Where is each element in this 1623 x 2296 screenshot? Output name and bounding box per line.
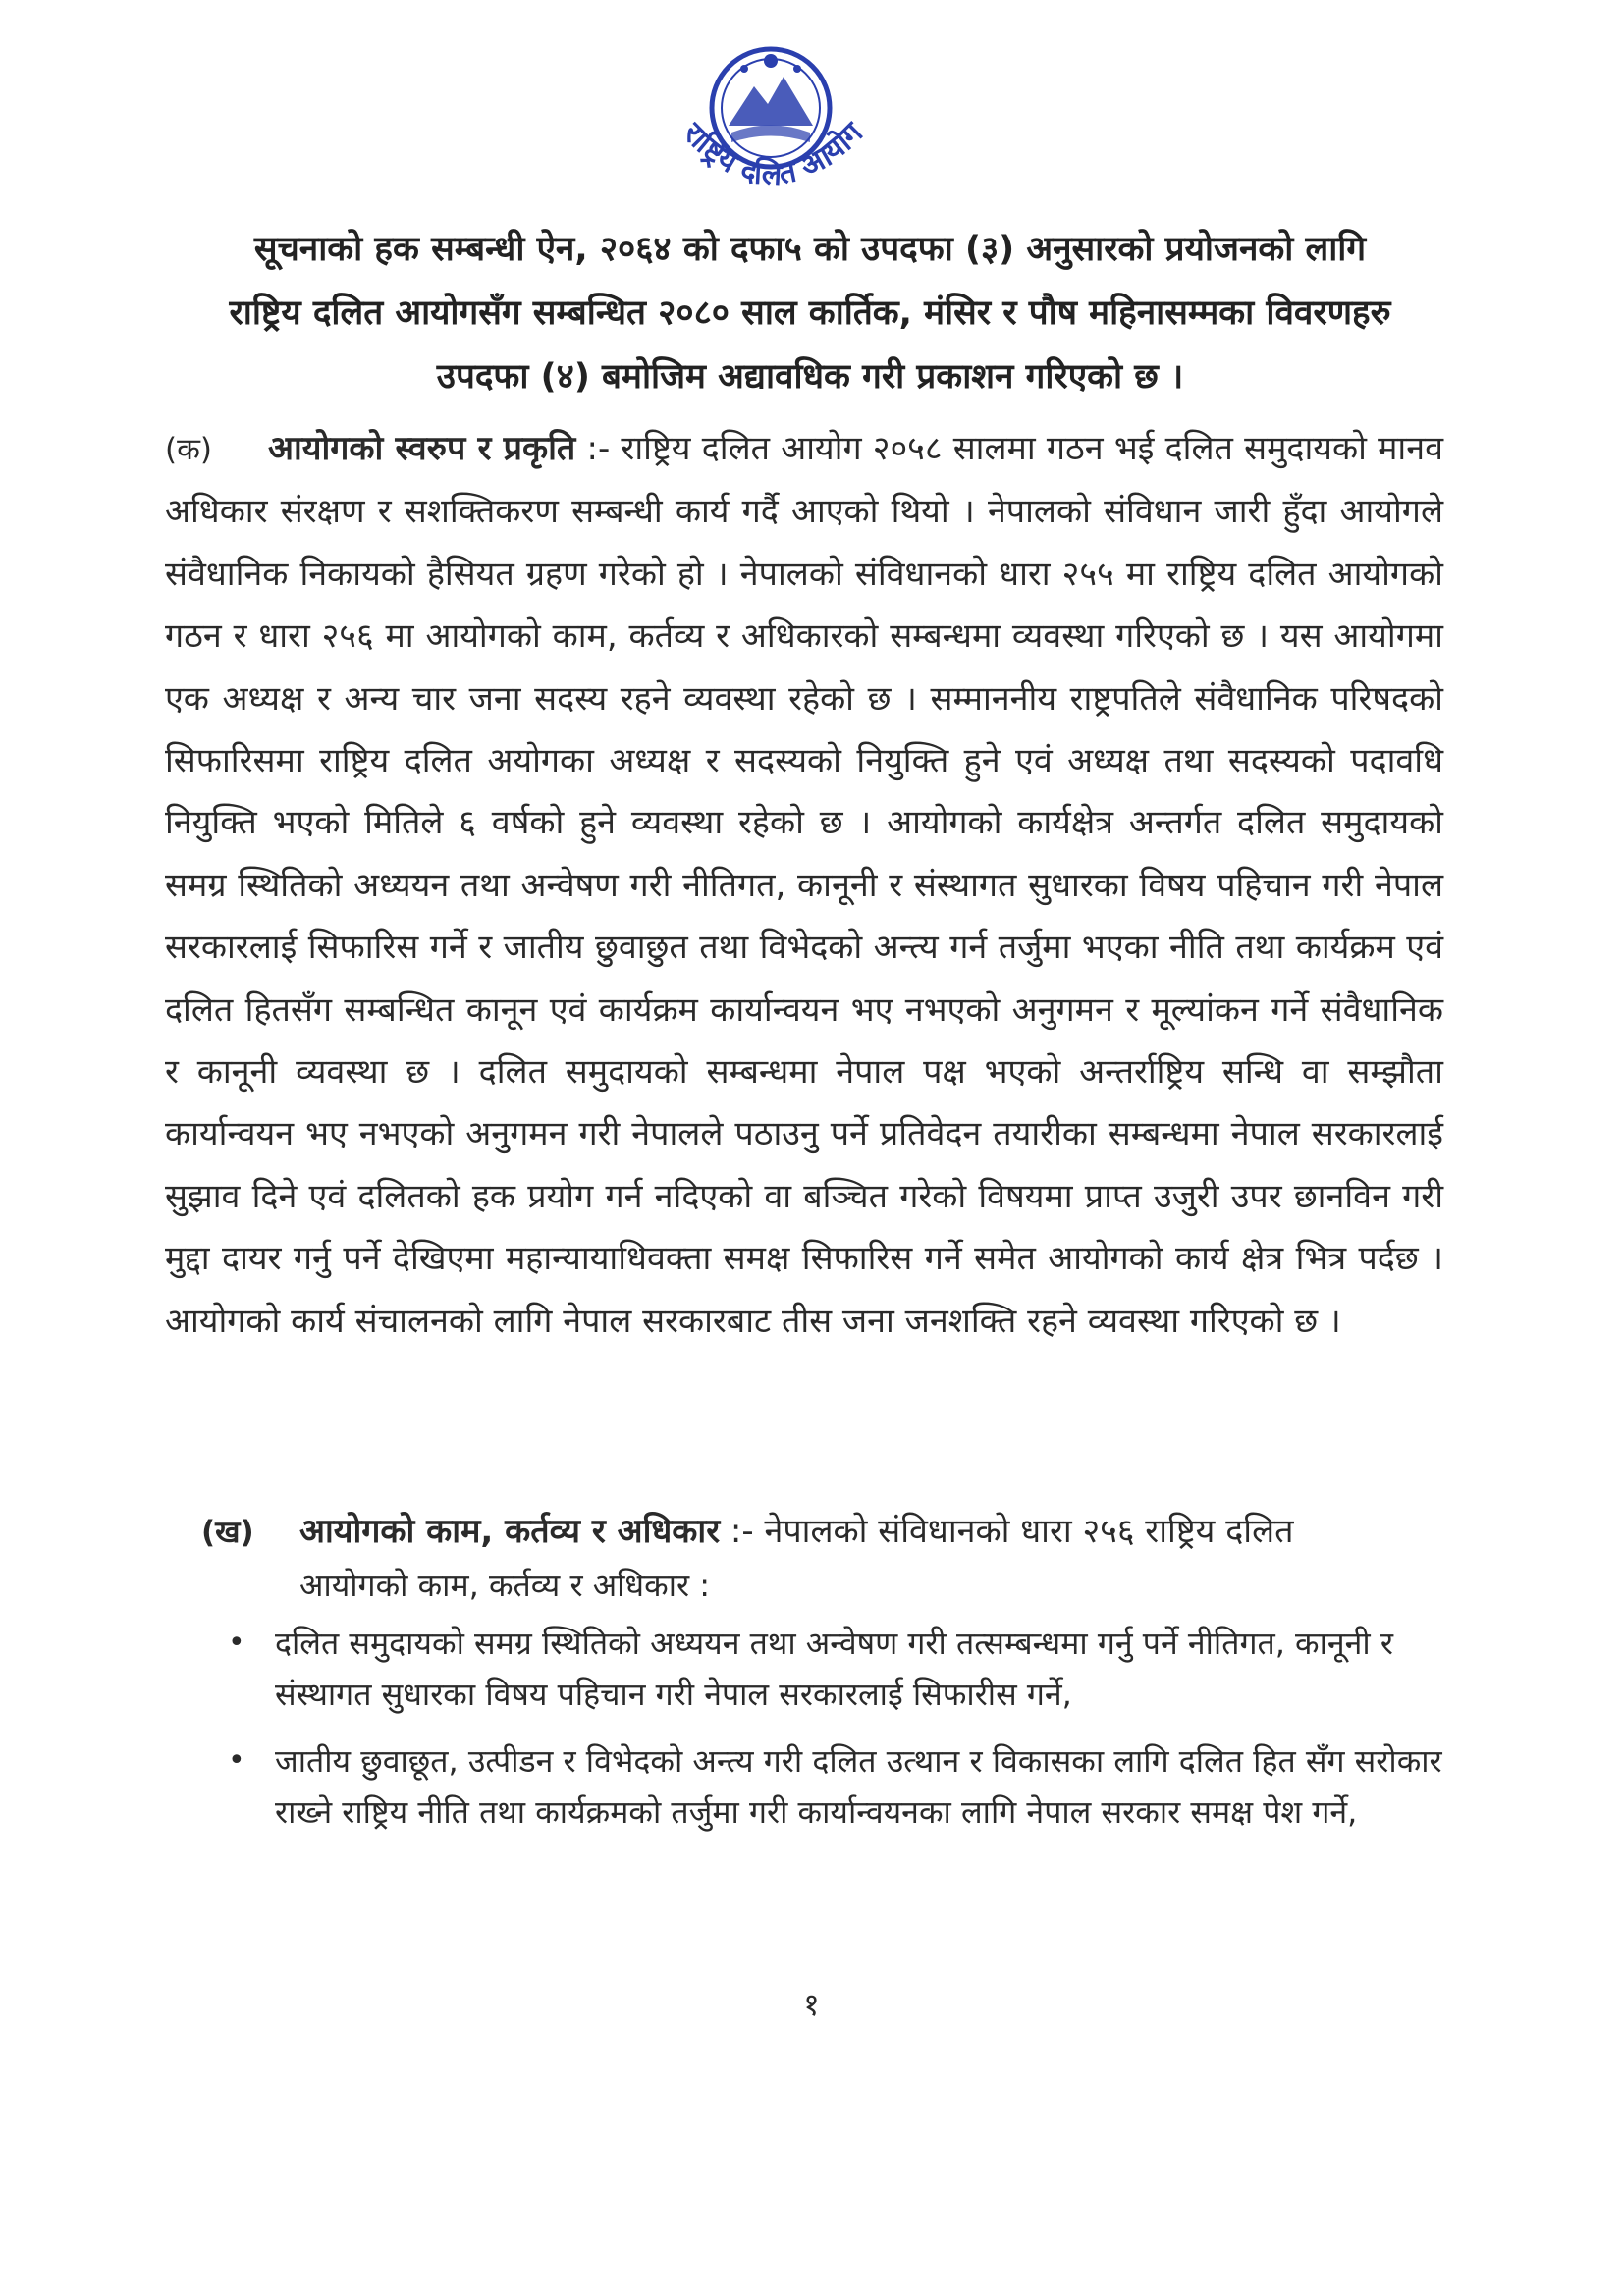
section-ka-text: :- राष्ट्रिय दलित आयोग २०५८ सालमा गठन भई दलित समुदायको मानव अधिकार संरक्षण र सशक्तिकरण सम्बन्धी कार्य गर्दै आएको थियो । नेपालको संविधान जारी हुँदा आयोगले संवैधानिक निकायको हैसियत ग्रहण गरेको हो । नेपालको संविधानको धारा २५५ मा राष्ट्रिय दलित आयोगको गठन र धारा २५६ मा आयोगको काम, कर्तव्य र अधिकारको सम्बन्धमा व्यवस्था गरिएको छ । यस आयोगमा एक अध्यक्ष र अन्य चार जना सदस्य रहने व्यवस्था रहेको छ । सम्माननीय राष्ट्रपतिले संवैधानिक परिषदको सिफारिसमा राष्ट्रिय दलित अयोगका अध्यक्ष र सदस्यको नियुक्ति हुने एवं अध्यक्ष तथा सदस्यको पदावधि नियुक्ति भएको मितिले ६ वर्षको हुने व्यवस्था रहेको छ । आयोगको कार्यक्षेत्र अन्तर्गत दलित समुदायको समग्र स्थितिको अध्ययन तथा अन्वेषण गरी नीतिगत, कानूनी र संस्थागत सुधारका विषय पहिचान गरी नेपाल सरकारलाई सिफारिस गर्ने र जातीय छुवाछुत तथा विभेदको अन्त्य गर्न तर्जुमा भएका नीति तथा कार्यक्रम एवं दलित हितसँग सम्बन्धित कानून एवं कार्यक्रम कार्यान्वयन भए नभएको अनुगमन र मूल्यांकन गर्ने संवैधानिक र कानूनी व्यवस्था छ । दलित समुदायको सम्बन्धमा नेपाल पक्ष भएको अन्तर्राष्ट्रिय सन्धि वा सम्झौता कार्यान्वयन भए नभएको अनुगमन गरी नेपालले पठाउनु पर्ने प्रतिवेदन तयारीका सम्बन्धमा नेपाल सरकारलाई सुझाव दिने एवं दलितको हक प्रयोग गर्न नदिएको वा बञ्चित गरेको विषयमा प्राप्त उजुरी उपर छानविन गरी मुद्दा दायर गर्नु पर्ने देखिएमा महान्यायाधिवक्ता समक्ष सिफारिस गर्ने समेत आयोगको कार्य क्षेत्र भित्र पर्दछ । आयोगको कार्य संचालनको लागि नेपाल सरकारबाट तीस जना जनशक्ति रहने व्यवस्था गरिएको छ । [165, 429, 1444, 1341]
section-kha-title: आयोगको काम, कर्तव्य र अधिकार [299, 1512, 721, 1551]
list-item [224, 1735, 1443, 1838]
seal-text: राष्ट्रिय दलित आयोग [676, 116, 870, 193]
bullet-text: जातीय छुवाछूत, उत्पीडन र विभेदको अन्त्य गरी दलित उत्थान र विकासका लागि दलित हित सँग सरोकार राख्ने राष्ट्रिय नीति तथा कार्यक्रमको तर्जुमा गरी कार्यान्वयनका लागि नेपाल सरकार समक्ष पेश गर्ने, [275, 1742, 1442, 1831]
commission-seal-logo [628, 39, 913, 236]
section-ka-paragraph [165, 418, 1443, 1353]
section-ka-marker: (क) [165, 432, 212, 467]
section-kha-text: :- नेपालको संविधानको धारा २५६ राष्ट्रिय दलित [730, 1512, 1294, 1551]
bullet-text: दलित समुदायको समग्र स्थितिको अध्ययन तथा अन्वेषण गरी तत्सम्बन्धमा गर्नु पर्ने नीतिगत, कानूनी र संस्थागत सुधारका विषय पहिचान गरी नेपाल सरकारलाई सिफारीस गर्ने, [275, 1625, 1393, 1713]
bullet-icon: • [228, 1743, 245, 1778]
heading-line-1: सूचनाको हक सम्बन्धी ऐन, २०६४ को दफा५ को उपदफा (३) अनुसारको प्रयोजनको लागि [253, 230, 1367, 269]
duties-bullet-list [224, 1618, 1443, 1853]
section-ka [165, 418, 1443, 1353]
section-kha-header [201, 1504, 1443, 1560]
list-item [224, 1618, 1443, 1720]
document-heading [177, 218, 1443, 409]
bullet-icon: • [228, 1626, 245, 1660]
section-kha [201, 1504, 1443, 1611]
section-kha-subline: आयोगको काम, कर्तव्य र अधिकार : [299, 1567, 711, 1604]
page-number: १ [803, 1986, 820, 2023]
heading-line-3: उपदफा (४) बमोजिम अद्यावधिक गरी प्रकाशन गरिएको छ । [436, 357, 1184, 397]
heading-line-2: राष्ट्रिय दलित आयोगसँग सम्बन्धित २०८० साल कार्तिक, मंसिर र पौष महिनासम्मका विवरणहरु [229, 294, 1391, 333]
section-ka-title: आयोगको स्वरुप र प्रकृति [268, 429, 576, 468]
section-kha-marker: (ख) [201, 1515, 254, 1550]
